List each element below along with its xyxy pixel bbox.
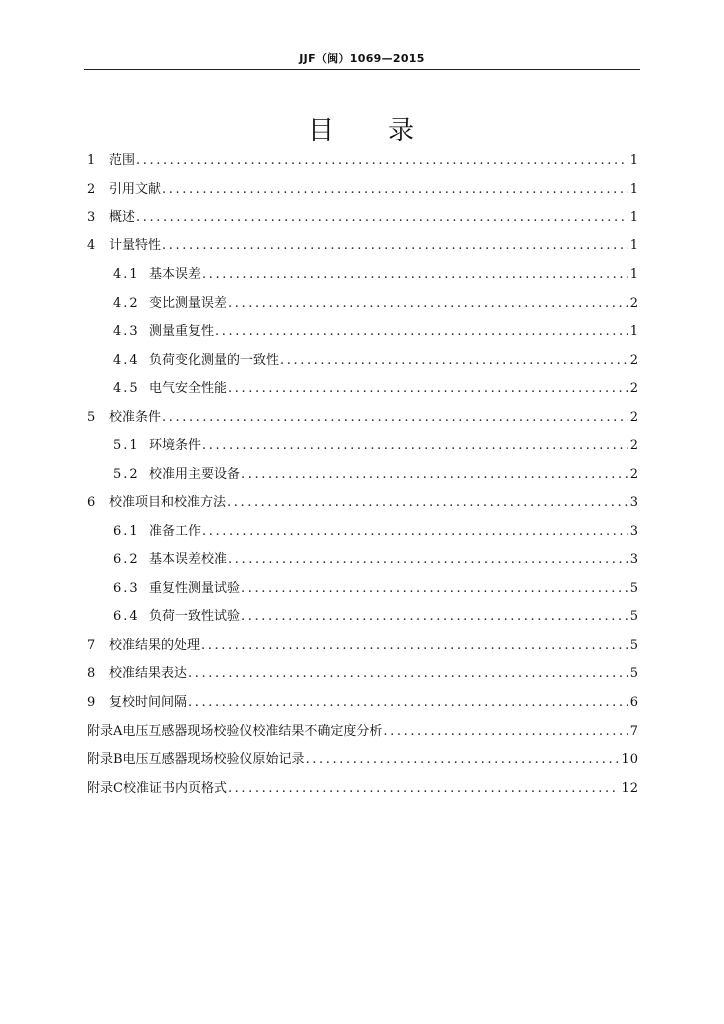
toc-number: 1 bbox=[87, 153, 96, 168]
toc-page-number: 5 bbox=[629, 609, 638, 624]
dot-leader bbox=[228, 379, 628, 399]
toc-label: 校准用主要设备 bbox=[149, 467, 241, 482]
toc-page-number: 6 bbox=[629, 695, 638, 710]
toc-page-number: 3 bbox=[629, 552, 638, 567]
toc-label: 附录A电压互感器现场校验仪校准结果不确定度分析 bbox=[87, 724, 383, 739]
toc-entry-6-1[interactable] bbox=[113, 522, 638, 542]
dot-leader bbox=[202, 522, 628, 542]
toc-page-number: 1 bbox=[629, 153, 638, 168]
toc-entry-5[interactable] bbox=[87, 408, 638, 428]
page-title bbox=[84, 110, 640, 147]
toc-label: 计量特性 bbox=[109, 238, 162, 253]
toc-page-number: 2 bbox=[629, 381, 638, 396]
toc-label: 负荷一致性试验 bbox=[149, 609, 241, 624]
dot-leader bbox=[215, 322, 628, 342]
toc-entry-4-5[interactable] bbox=[113, 379, 638, 399]
toc-page-number: 3 bbox=[629, 524, 638, 539]
dot-leader bbox=[202, 265, 628, 285]
dot-leader bbox=[228, 779, 620, 799]
toc-entry-5-2[interactable] bbox=[113, 465, 638, 485]
toc-page-number: 10 bbox=[621, 752, 638, 767]
toc-page-number: 2 bbox=[629, 353, 638, 368]
dot-leader bbox=[162, 180, 628, 200]
toc-page-number: 1 bbox=[629, 238, 638, 253]
toc-label: 环境条件 bbox=[149, 438, 202, 453]
toc-label: 范围 bbox=[109, 153, 136, 168]
toc-entry-4[interactable] bbox=[87, 236, 638, 256]
dot-leader bbox=[136, 151, 628, 171]
title-char-2: 录 bbox=[388, 116, 417, 146]
toc-number: 5.2 bbox=[113, 467, 140, 482]
toc-label: 准备工作 bbox=[149, 524, 202, 539]
toc-label: 引用文献 bbox=[109, 182, 162, 197]
toc-number: 4.2 bbox=[113, 296, 140, 311]
dot-leader bbox=[228, 550, 628, 570]
toc-entry-6-3[interactable] bbox=[113, 579, 638, 599]
toc-page-number: 7 bbox=[629, 724, 638, 739]
toc-page-number: 2 bbox=[629, 410, 638, 425]
toc-number: 6.2 bbox=[113, 552, 140, 567]
toc-label: 附录B电压互感器现场校验仪原始记录 bbox=[87, 752, 305, 767]
toc-page-number: 3 bbox=[629, 495, 638, 510]
dot-leader bbox=[201, 636, 628, 656]
toc-label: 校准结果表达 bbox=[109, 666, 188, 681]
toc-number: 2 bbox=[87, 182, 96, 197]
toc-entry-appendix-a[interactable] bbox=[87, 722, 638, 742]
toc-entry-5-1[interactable] bbox=[113, 436, 638, 456]
toc-label: 概述 bbox=[109, 210, 136, 225]
toc-number: 6.4 bbox=[113, 609, 140, 624]
toc-number: 6.1 bbox=[113, 524, 140, 539]
toc-page-number: 5 bbox=[629, 581, 638, 596]
dot-leader bbox=[188, 693, 628, 713]
toc-number: 4.5 bbox=[113, 381, 140, 396]
toc-entry-6-2[interactable] bbox=[113, 550, 638, 570]
toc-label: 校准结果的处理 bbox=[109, 638, 201, 653]
toc-number: 5.1 bbox=[113, 438, 140, 453]
dot-leader bbox=[202, 436, 628, 456]
toc-entry-appendix-c[interactable] bbox=[87, 779, 638, 799]
toc-entry-4-4[interactable] bbox=[113, 351, 638, 371]
toc-entry-3[interactable] bbox=[87, 208, 638, 228]
toc-entry-4-3[interactable] bbox=[113, 322, 638, 342]
toc-page-number: 2 bbox=[629, 467, 638, 482]
dot-leader bbox=[188, 664, 628, 684]
toc-page-number: 5 bbox=[629, 638, 638, 653]
dot-leader bbox=[241, 579, 628, 599]
header-rule bbox=[84, 69, 640, 70]
toc-label: 校准项目和校准方法 bbox=[109, 495, 227, 510]
toc-number: 9 bbox=[87, 695, 96, 710]
toc-label: 重复性测量试验 bbox=[149, 581, 241, 596]
toc-entry-4-1[interactable] bbox=[113, 265, 638, 285]
toc-number: 7 bbox=[87, 638, 96, 653]
toc-entry-7[interactable] bbox=[87, 636, 638, 656]
toc-number: 5 bbox=[87, 410, 96, 425]
dot-leader bbox=[383, 722, 627, 742]
dot-leader bbox=[306, 750, 620, 770]
toc-label: 电气安全性能 bbox=[149, 381, 228, 396]
toc-entry-2[interactable] bbox=[87, 180, 638, 200]
toc-entry-4-2[interactable] bbox=[113, 294, 638, 314]
toc-entry-9[interactable] bbox=[87, 693, 638, 713]
toc-page-number: 1 bbox=[629, 324, 638, 339]
toc-page-number: 1 bbox=[629, 210, 638, 225]
toc-number: 8 bbox=[87, 666, 96, 681]
toc-page-number: 12 bbox=[621, 781, 638, 796]
toc-page-number: 2 bbox=[629, 438, 638, 453]
dot-leader bbox=[136, 208, 628, 228]
dot-leader bbox=[228, 294, 628, 314]
dot-leader bbox=[241, 607, 628, 627]
toc-number: 4.1 bbox=[113, 267, 140, 282]
toc-page-number: 1 bbox=[629, 267, 638, 282]
dot-leader bbox=[241, 465, 628, 485]
toc-label: 复校时间间隔 bbox=[109, 695, 188, 710]
toc-label: 基本误差 bbox=[149, 267, 202, 282]
toc-label: 变比测量误差 bbox=[149, 296, 228, 311]
dot-leader bbox=[280, 351, 628, 371]
toc-entry-appendix-b[interactable] bbox=[87, 750, 638, 770]
toc-label: 测量重复性 bbox=[149, 324, 215, 339]
toc-label: 基本误差校准 bbox=[149, 552, 228, 567]
toc-page-number: 2 bbox=[629, 296, 638, 311]
dot-leader bbox=[162, 408, 628, 428]
toc-label: 负荷变化测量的一致性 bbox=[149, 353, 280, 368]
toc-number: 3 bbox=[87, 210, 96, 225]
title-char-1: 目 bbox=[307, 116, 336, 146]
dot-leader bbox=[162, 236, 628, 256]
toc-number: 4.4 bbox=[113, 353, 140, 368]
toc-page-number: 5 bbox=[629, 666, 638, 681]
toc-label: 附录C校准证书内页格式 bbox=[87, 781, 227, 796]
toc-label: 校准条件 bbox=[109, 410, 162, 425]
dot-leader bbox=[227, 493, 628, 513]
toc-page-number: 1 bbox=[629, 182, 638, 197]
toc-entry-6-4[interactable] bbox=[113, 607, 638, 627]
toc-number: 6 bbox=[87, 495, 96, 510]
toc-entry-8[interactable] bbox=[87, 664, 638, 684]
toc-number: 4 bbox=[87, 238, 96, 253]
toc-number: 4.3 bbox=[113, 324, 140, 339]
document-code-header: JJF（闽）1069—2015 bbox=[299, 52, 425, 65]
toc-entry-1[interactable] bbox=[87, 151, 638, 171]
toc-entry-6[interactable] bbox=[87, 493, 638, 513]
toc-number: 6.3 bbox=[113, 581, 140, 596]
